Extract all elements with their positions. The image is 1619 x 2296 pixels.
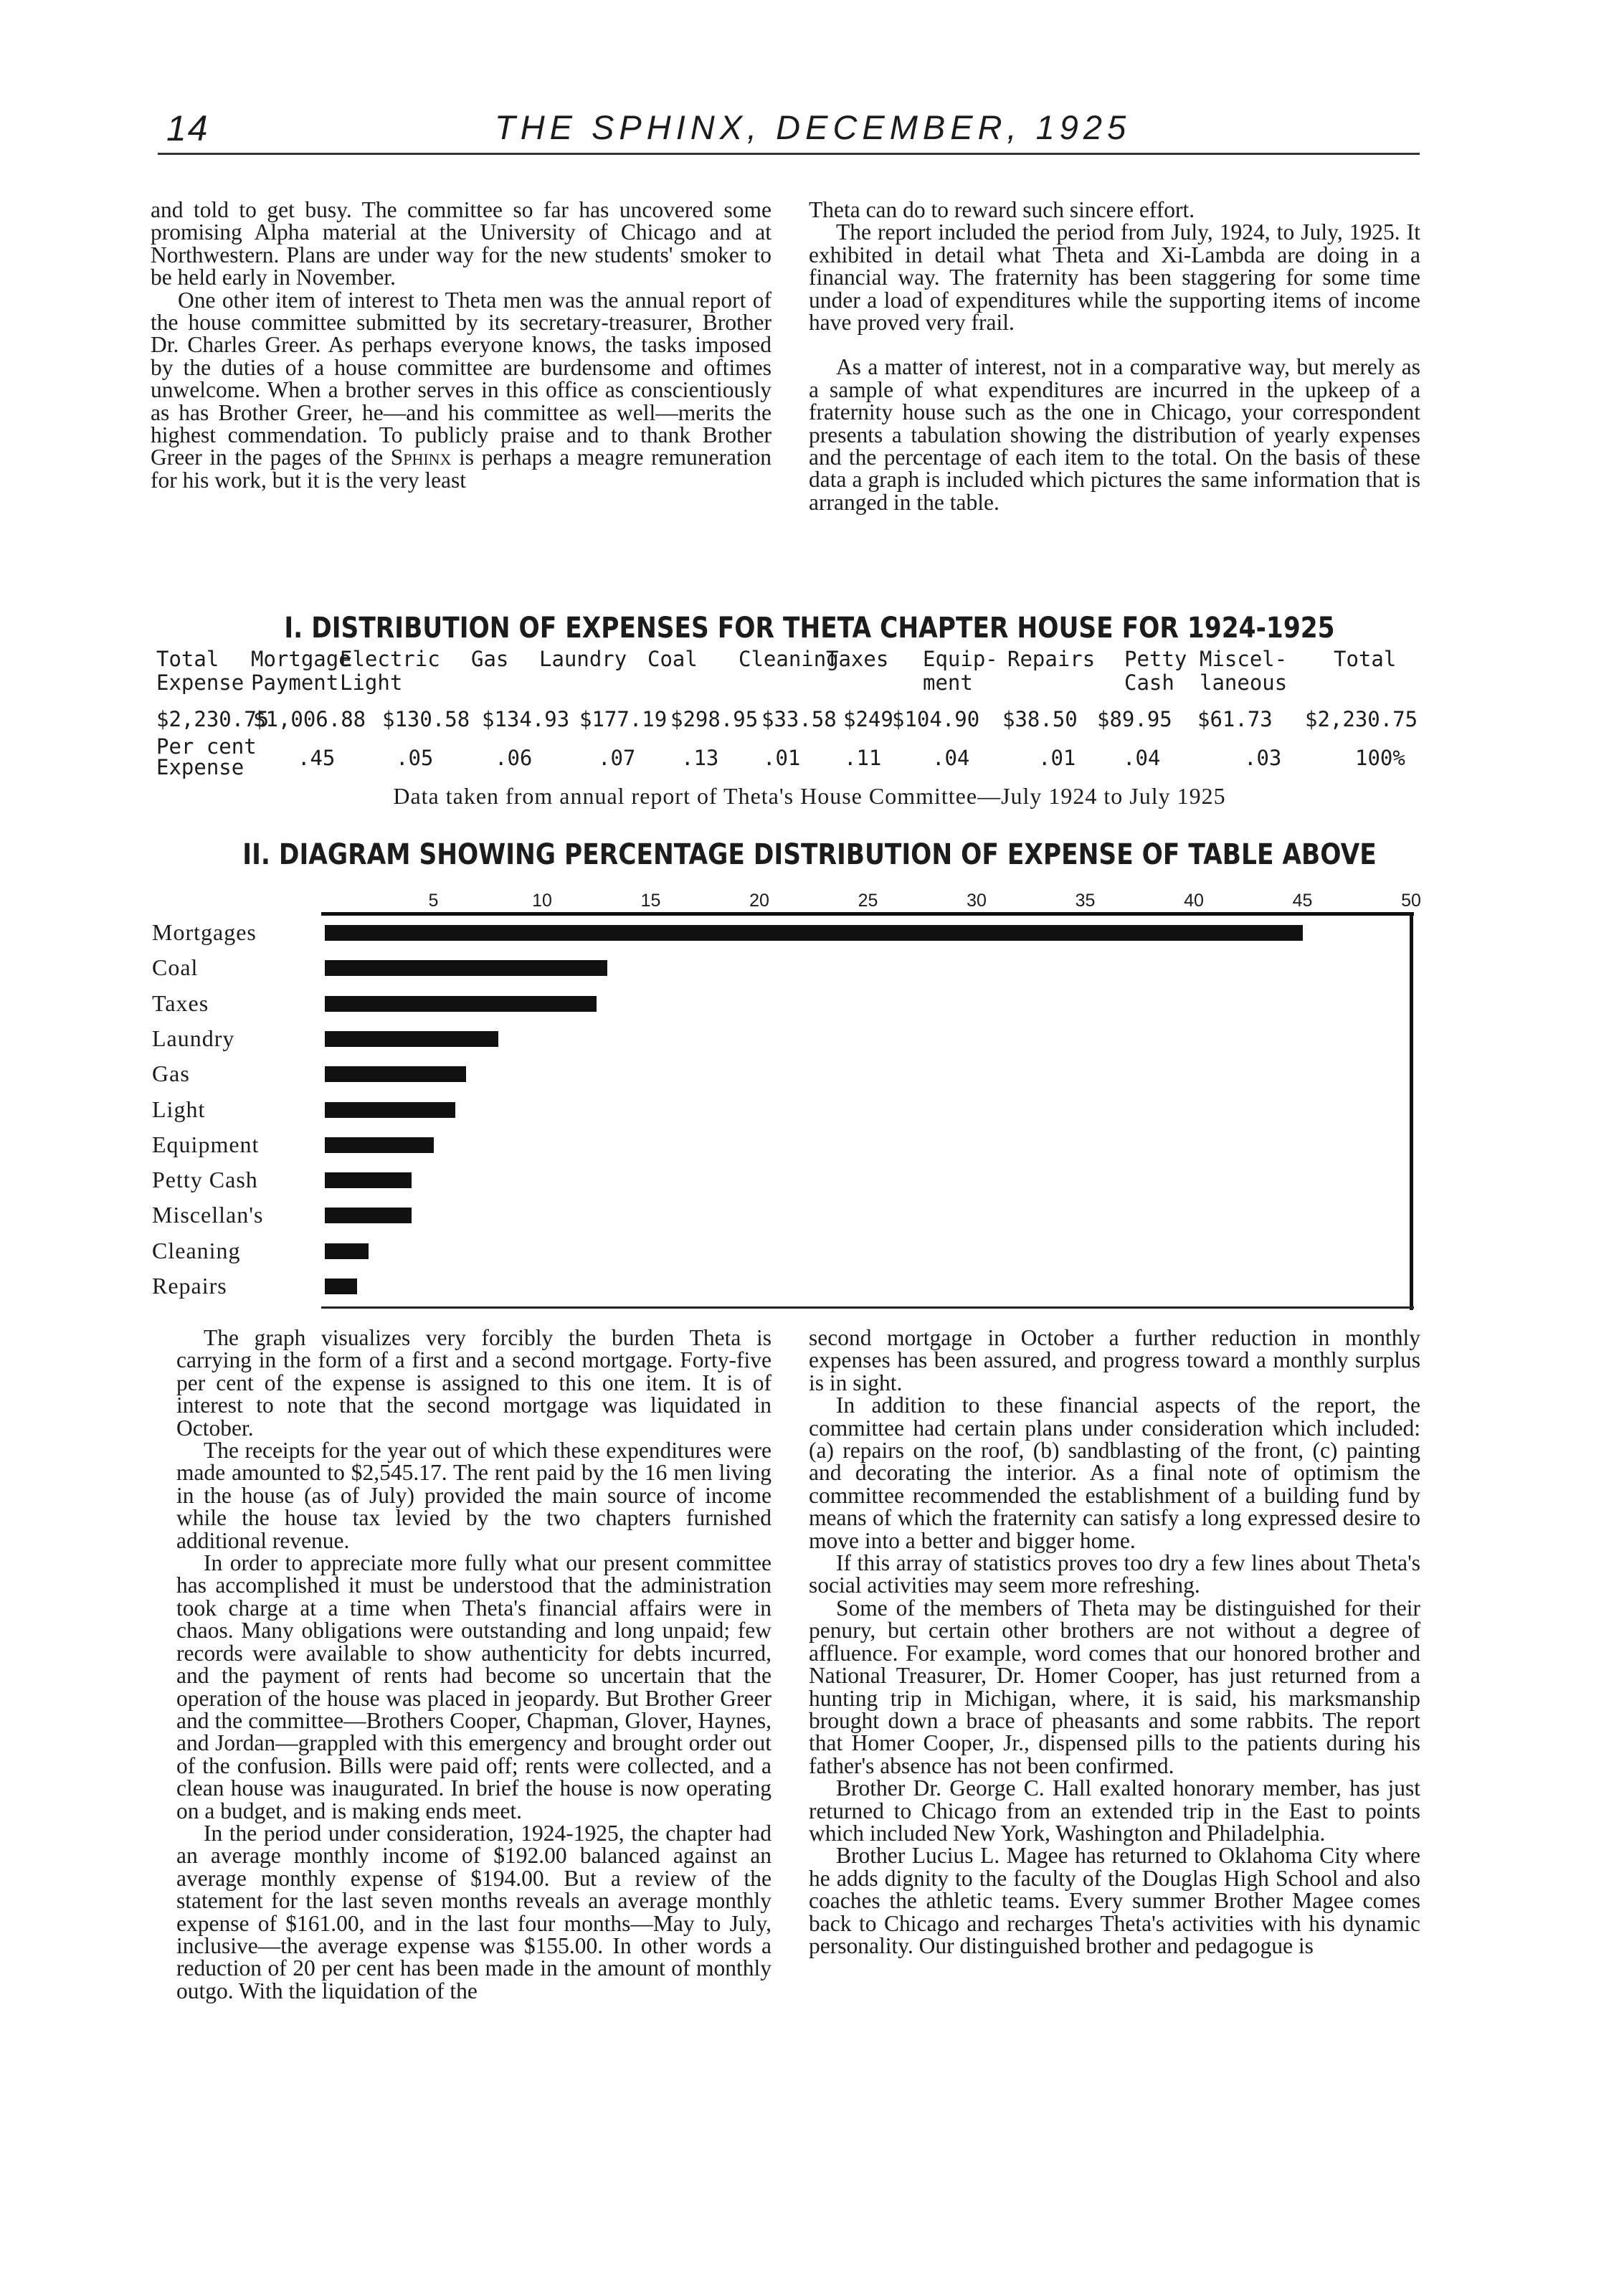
chart-title: II. DIAGRAM SHOWING PERCENTAGE DISTRIBUTION OF EXPENSE OF TABLE ABOVE	[242, 838, 1377, 871]
x-tick-label: 25	[858, 891, 878, 911]
category-label: Repairs	[152, 1273, 227, 1299]
table-percent-cell: .04	[932, 746, 970, 770]
table-header-cell: Miscel-	[1200, 647, 1288, 671]
paragraph: As a matter of interest, not in a comparative way, but merely as a sample of what expenditures are incurred in the upkeep of a fraternity house such as the one in Chicago, your correspondent presents a tabulation showing the distribution of yearly expenses and the percentage of each item to the total. On the basis of these data a graph is included which pictures the same information that is arranged in the table.	[809, 354, 1420, 515]
table-header-cell: Equip-	[923, 647, 998, 671]
table-header-cell: Taxes	[826, 647, 889, 671]
table-percent-cell: .07	[598, 746, 636, 770]
x-tick-label: 30	[967, 891, 987, 911]
category-label: Light	[152, 1096, 206, 1122]
table-header-cell: Gas	[471, 647, 509, 671]
table-percent-cell: .45	[298, 746, 336, 770]
bar	[325, 1066, 466, 1082]
page-number: 14	[166, 108, 209, 148]
table-amount-cell: $104.90	[892, 707, 980, 731]
x-tick-label: 45	[1292, 891, 1313, 911]
table-percent-cell: .01	[763, 746, 801, 770]
bar	[325, 1172, 412, 1188]
category-label: Mortgages	[152, 919, 257, 945]
table-amount-cell: $177.19	[579, 707, 668, 731]
x-tick-label: 5	[428, 891, 439, 911]
chart-right-axis	[1410, 912, 1413, 1310]
table-title: I. DISTRIBUTION OF EXPENSES FOR THETA CHAPTER HOUSE FOR 1924-1925	[284, 612, 1335, 645]
table-percent-cell: .06	[495, 746, 533, 770]
table-header-cell: Total	[1334, 647, 1397, 671]
table-header-cell: Laundry	[539, 647, 627, 671]
table-header-cell: Petty	[1124, 647, 1187, 671]
table-amount-cell: $134.93	[482, 707, 570, 731]
bar	[325, 1102, 455, 1118]
table-header-cell: Light	[340, 670, 403, 695]
paragraph: The report included the period from July, 1924, to July, 1925. It exhibited in detail what Theta and Xi-Lambda are doing in a financial way. The fraternity has been staggering for some time under a load of expenditures while the supporting items of income have proved very frail.	[809, 219, 1420, 336]
bar	[325, 1243, 369, 1259]
bar	[325, 1208, 412, 1223]
expense-table	[0, 0, 1619, 803]
table-percent-cell: .05	[396, 746, 434, 770]
category-label: Taxes	[152, 990, 209, 1016]
chart-bottom-axis	[321, 1306, 1414, 1309]
table-header-cell: Mortgage	[251, 647, 351, 671]
category-label: Miscellan's	[152, 1202, 264, 1228]
table-percent-cell: .03	[1244, 746, 1282, 770]
table-amount-cell: $298.95	[670, 707, 759, 731]
chart-top-axis	[321, 912, 1414, 916]
table-source-note: Data taken from annual report of Theta's House Committee—July 1924 to July 1925	[393, 783, 1226, 809]
paragraph: and told to get busy. The committee so far has uncovered some promising Alpha material at the University of Chicago and at Northwestern. Plans are under way for the new students' smoker to be held early in November.	[151, 197, 771, 290]
x-tick-label: 40	[1184, 891, 1204, 911]
table-header-cell: Cleaning	[739, 647, 839, 671]
table-header-cell: ment	[923, 670, 973, 695]
table-header-cell: Payment	[251, 670, 339, 695]
paragraph-text: One other item of interest to Theta men was the annual report of the house committee submitted by its secretary-treasurer, Brother Dr. Charles Greer. As perhaps everyone knows, the tasks imposed by the duties of a house committee are burdensome and oftimes unwelcome. When a brother serves in this office as conscientiously as has Brother Greer, he—and his committee as well—merits the highest commendation. To publicly praise and to thank Brother Greer in the pages of the Sphinx is perhaps a meagre remuneration for his work, but it is the very least	[151, 287, 771, 493]
category-label: Gas	[152, 1061, 190, 1087]
paragraph: Brother Lucius L. Magee has returned to Oklahoma City where he adds dignity to the faculty of the Douglas High School and also coaches the athletic teams. Every summer Brother Magee comes back to Chicago and recharges Theta's activities with his dynamic personality. Our distinguished brother and pedagogue is	[809, 1843, 1420, 1958]
table-header-cell: Expense	[156, 670, 244, 695]
table-header-cell: laneous	[1200, 670, 1288, 695]
category-label: Laundry	[152, 1025, 235, 1051]
table-percent-cell: .04	[1123, 746, 1161, 770]
x-tick-label: 15	[640, 891, 661, 911]
category-label: Equipment	[152, 1131, 260, 1157]
paragraph: If this array of statistics proves too dry a few lines about Theta's social activities may seem more refreshing.	[809, 1550, 1420, 1598]
table-amount-cell: $249	[843, 707, 893, 731]
bar	[325, 1137, 434, 1153]
paragraph: second mortgage in October a further reduction in monthly expenses has been assured, and progress toward a monthly surplus is in sight.	[809, 1325, 1420, 1395]
x-tick-label: 20	[749, 891, 769, 911]
table-amount-cell: $130.58	[382, 707, 470, 731]
table-amount-cell: $1,006.88	[253, 707, 366, 731]
bottom-left-column	[176, 1327, 771, 2002]
table-header-cell: Coal	[647, 647, 698, 671]
paragraph: Some of the members of Theta may be distinguished for their penury, but certain other brothers are not without a degree of affluence. For example, word comes that our honored brother and National Treasurer, Dr. Homer Cooper, has just returned from a hunting trip in Michigan, where, it is said, his marksmanship brought down a brace of pheasants and some rabbits. The report that Homer Cooper, Jr., dispensed pills to the patients during his father's absence has not been confirmed.	[809, 1595, 1420, 1778]
category-label: Coal	[152, 954, 199, 981]
table-amount-cell: $33.58	[761, 707, 837, 731]
magazine-name: Sphinx	[390, 445, 452, 470]
bar	[325, 925, 1303, 941]
table-amount-cell: $61.73	[1197, 707, 1273, 731]
bar	[325, 960, 607, 976]
table-header-cell: Repairs	[1007, 647, 1096, 671]
table-percent-cell: .13	[681, 746, 719, 770]
paragraph: In the period under consideration, 1924-1925, the chapter had an average monthly income of $192.00 balanced against an average monthly expense of $194.00. But a review of the statement for the last seven months reveals an average monthly expense of $161.00, and in the last four months—May to July, inclusive—the average expense was $155.00. In other words a reduction of 20 per cent has been made in the amount of monthly outgo. With the liquidation of the	[176, 1820, 771, 2003]
category-label: Cleaning	[152, 1237, 241, 1263]
paragraph: In order to appreciate more fully what our present committee has accomplished it must be understood that the administration took charge at a time when Theta's financial affairs were in chaos. Many obligations were outstanding and long unpaid; few records were available to show authenticity for debts incurred, and the payment of rents had become so uncertain that the operation of the house was placed in jeopardy. But Brother Greer and the committee—Brothers Cooper, Chapman, Glover, Haynes, and Jordan—grappled with this emergency and brought order out of the confusion. Bills were paid off; rents were collected, and a clean house was inaugurated. In brief the house is now operating on a budget, and is making ends meet.	[176, 1550, 771, 1823]
table-amount-cell: $2,230.75	[156, 707, 270, 731]
bar	[325, 1279, 357, 1294]
table-header-cell: Electric	[340, 647, 440, 671]
table-amount-cell: $89.95	[1097, 707, 1172, 731]
x-tick-label: 50	[1401, 891, 1421, 911]
bottom-right-column	[809, 1327, 1420, 1957]
table-percent-label: Per cent	[156, 734, 257, 759]
table-amount-cell: $2,230.75	[1305, 707, 1418, 731]
paragraph: The receipts for the year out of which these expenditures were made amounted to $2,545.17. The rent paid by the 16 men living in the house (as of July) provided the main source of income while the house tax levied by the two chapters furnished additional revenue.	[176, 1438, 771, 1553]
running-head: THE SPHINX, DECEMBER, 1925	[495, 108, 1131, 146]
table-header-cell: Total	[156, 647, 219, 671]
paragraph: Theta can do to reward such sincere effort.	[809, 197, 1195, 222]
bar	[325, 1031, 498, 1047]
table-percent-cell: .11	[844, 746, 882, 770]
table-amount-cell: $38.50	[1002, 707, 1078, 731]
table-percent-cell: .01	[1038, 746, 1076, 770]
table-percent-label: Expense	[156, 755, 244, 779]
paragraph: Brother Dr. George C. Hall exalted honorary member, has just returned to Chicago from an extended trip in the East to points which included New York, Washington and Philadelphia.	[809, 1775, 1420, 1846]
paragraph: The graph visualizes very forcibly the burden Theta is carrying in the form of a first and a second mortgage. Forty-five per cent of the expense is assigned to this one item. It is of interest to note that the second mortgage was liquidated in October.	[176, 1325, 771, 1441]
x-tick-label: 10	[532, 891, 552, 911]
table-header-cell: Cash	[1124, 670, 1174, 695]
category-label: Petty Cash	[152, 1167, 258, 1193]
bar	[325, 996, 597, 1012]
table-percent-cell: 100%	[1355, 746, 1405, 770]
x-tick-label: 35	[1075, 891, 1096, 911]
paragraph: In addition to these financial aspects of the report, the committee had certain plans under consideration which included: (a) repairs on the roof, (b) sandblasting of the front, (c) painting and decorating the interior. As a final note of optimism the committee recommended the establishment of a building fund by means of which the fraternity can satisfy a long expressed desire to move into a better and bigger home.	[809, 1393, 1420, 1553]
